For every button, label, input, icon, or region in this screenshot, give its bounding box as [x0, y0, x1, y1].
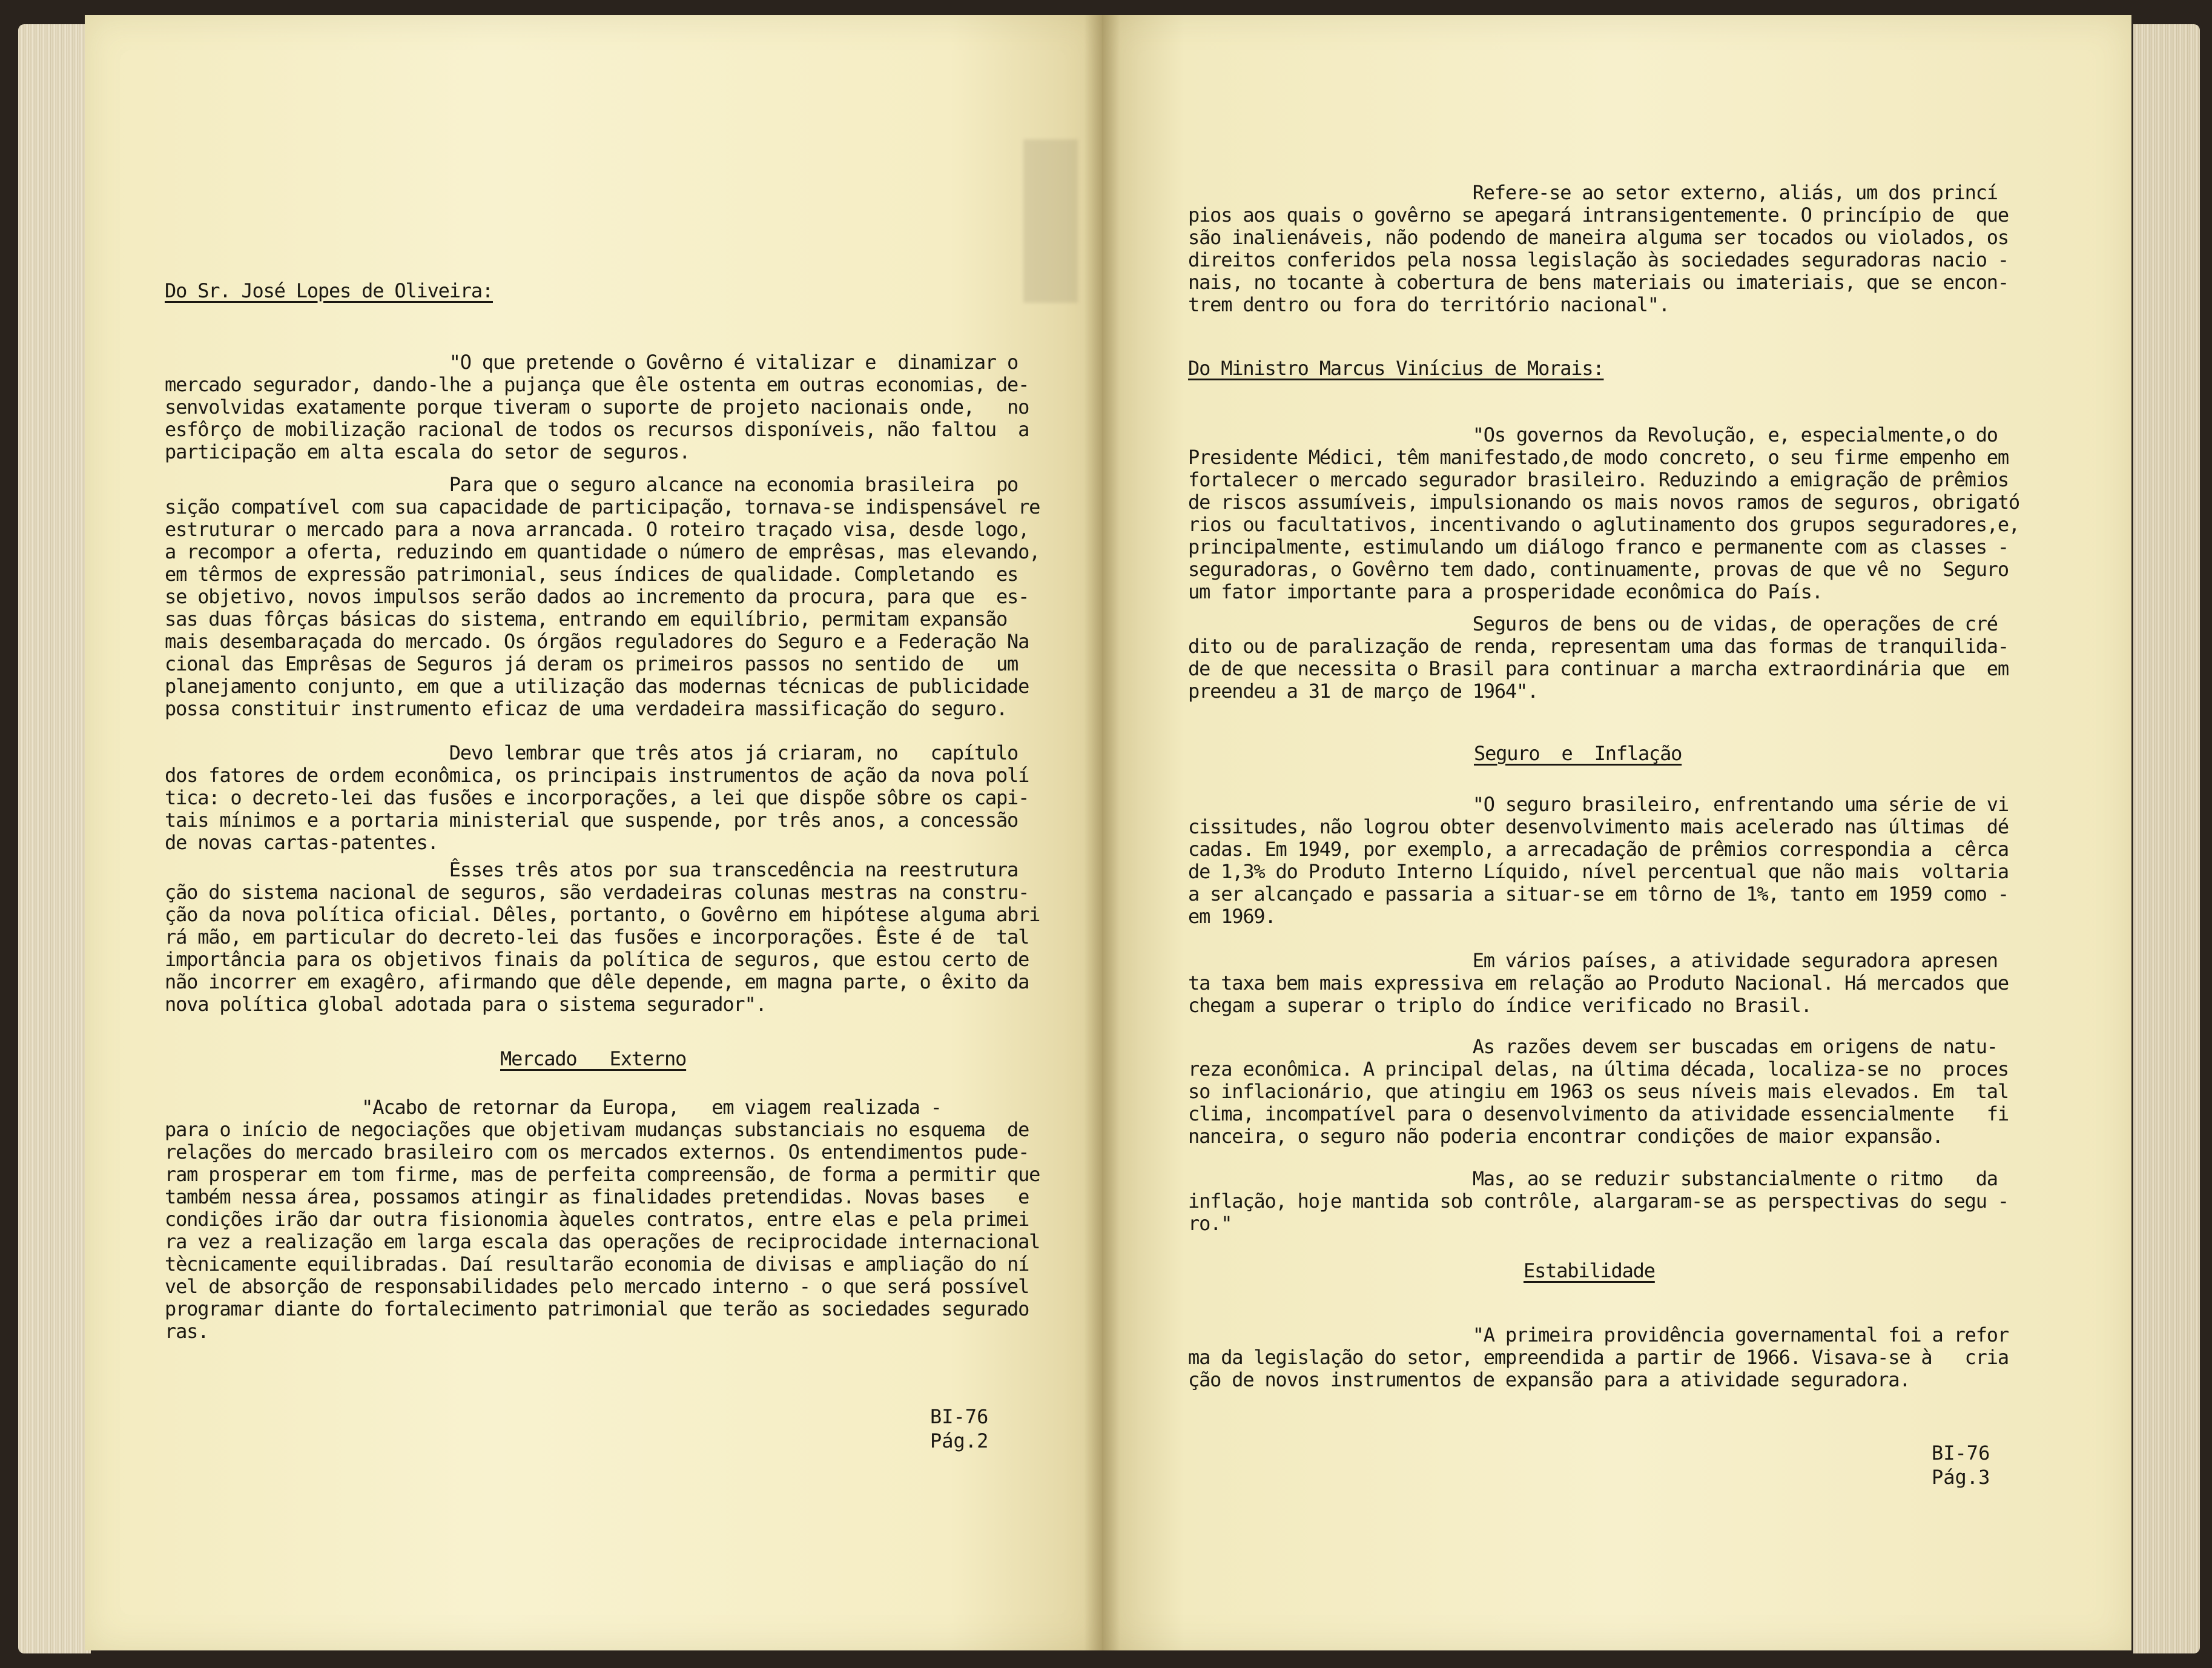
page-edges-right: [2133, 24, 2200, 1653]
right-paragraph-4: "O seguro brasileiro, enfrentando uma série de vi cissitudes, não logrou obter desenvolvimento mais acelerado nas últimas dé cadas. Em 1949, por exemplo, a arrecadação de prêmios correspondia a cêrca de 1,3% do Produto Interno Líquido, nível percentual que não mais voltaria a ser alcançado e passaria a situar-se em tôrno de 1%, tanto em 1959 como - em 1969.: [1188, 793, 2009, 928]
left-paragraph-5: "Acabo de retornar da Europa, em viagem realizada - para o início de negociações que objetivam mudanças substanciais no esquema de relações do mercado brasileiro com os mercados externos. Os entendimentos pude- ram prosperar em tom firme, mas de perfeita compreensão, de forma a permitir que também nessa área, possamos atingir as finalidades pretendidas. Novas bases e condições irão dar outra fisionomia àqueles contratos, entre elas e pela primei ra vez a realização em larga escala das operações de reciprocidade internacional tècnicamente equilibradas. Daí resultarão economia de divisas e ampliação do ní vel de absorção de responsabilidades pelo mercado interno - o que será possível programar diante do fortalecimento patrimonial que terão as sociedades segurado ras.: [165, 1096, 1040, 1343]
page-edges-left: [18, 24, 91, 1653]
right-paragraph-2: "Os governos da Revolução, e, especialmente,o do Presidente Médici, têm manifestado,de modo concreto, o seu firme empenho em fortalecer o mercado segurador brasileiro. Reduzindo a emigração de prêmios de riscos assumíveis, impulsionando os mais novos ramos de seguros, obrigató rios ou facultativos, incentivando o aglutinamento dos grupos seguradores,e, principalmente, estimulando um diálogo franco e permanente com as classes - seguradoras, o Govêrno tem dado, continuamente, provas de que vê no Seguro um fator importante para a prosperidade econômica do País.: [1188, 423, 2019, 603]
left-paragraph-1: "O que pretende o Govêrno é vitalizar e dinamizar o mercado segurador, dando-lhe a pujança que êle ostenta em outras economias, de- senvolvidas exatamente porque tiveram o suporte de projeto nacionais onde, no esfôrço de mobilização racional de todos os recursos disponíveis, não faltou a participação em alta escala do setor de seguros.: [165, 351, 1029, 463]
left-heading-speaker: Do Sr. José Lopes de Oliveira:: [165, 279, 493, 302]
right-paragraph-7: Mas, ao se reduzir substancialmente o ritmo da inflação, hoje mantida sob contrôle, alargaram-se as perspectivas do segu - ro.": [1188, 1167, 2009, 1235]
left-paragraph-3: Devo lembrar que três atos já criaram, no capítulo dos fatores de ordem econômica, os principais instrumentos de ação da nova polí tica: o decreto-lei das fusões e incorporações, a lei que dispõe sôbre os capi- tais mínimos e a portaria ministerial que suspende, por três anos, a concessão de novas cartas-patentes.: [165, 741, 1029, 854]
left-folio-page: Pág.2: [930, 1429, 989, 1452]
left-paragraph-2: Para que o seguro alcance na economia brasileira po sição compatível com sua capacidade de participação, tornava-se indispensável re estruturar o mercado para a nova arrancada. O roteiro traçado visa, desde logo, a recompor a oferta, reduzindo em quantidade o número de emprêsas, mas elevando, em têrmos de expressão patrimonial, seus índices de qualidade. Completando es se objetivo, novos impulsos serão dados ao incremento da procura, para que es- sas duas fôrças básicas do sistema, entrando em equilíbrio, permitam expansão mais desembaraçada do mercado. Os órgãos reguladores do Seguro e a Federação Na cional das Emprêsas de Seguros já deram os primeiros passos no sentido de um planejamento conjunto, em que a utilização das modernas técnicas de publicidade possa constituir instrumento eficaz de uma verdadeira massificação do seguro.: [165, 473, 1040, 720]
right-heading-seguro-inflacao: Seguro e Inflação: [1474, 742, 1682, 765]
right-paragraph-1: Refere-se ao setor externo, aliás, um dos princí pios aos quais o govêrno se apegará intransigentemente. O princípio de que são inalienáveis, não podendo de maneira alguma ser tocados ou violados, os direitos conferidos pela nossa legislação às sociedades seguradoras nacio - nais, no tocante à cobertura de bens materiais ou imateriais, que se encon- trem dentro ou fora do território nacional".: [1188, 181, 2009, 316]
right-heading-estabilidade: Estabilidade: [1524, 1259, 1655, 1282]
left-paragraph-4: Êsses três atos por sua transcedência na reestrutura ção do sistema nacional de seguros, são verdadeiras colunas mestras na constru- ção da nova política oficial. Dêles, portanto, o Govêrno em hipótese alguma abri rá mão, em particular do decreto-lei das fusões e incorporações. Êste é de tal importância para os objetivos finais da política de seguros, que estou certo de não incorrer em exagêro, afirmando que dêle depende, em magna parte, o êxito da nova política global adotada para o sistema segurador".: [165, 858, 1040, 1016]
right-paragraph-6: As razões devem ser buscadas em origens de natu- reza econômica. A principal delas, na última década, localiza-se no proces so inflacionário, que atingiu em 1963 os seus níveis mais elevados. Em tal clima, incompatível para o desenvolvimento da atividade essencialmente fi nanceira, o seguro não poderia encontrar condições de maior expansão.: [1188, 1035, 2009, 1148]
left-heading-mercado-externo: Mercado Externo: [500, 1047, 687, 1070]
book-gutter: [1084, 15, 1120, 1650]
right-paragraph-5: Em vários países, a atividade seguradora apresen ta taxa bem mais expressiva em relação ao Produto Nacional. Há mercados que chegam a superar o triplo do índice verificado no Brasil.: [1188, 949, 2009, 1017]
right-paragraph-8: "A primeira providência governamental foi a refor ma da legislação do setor, empreendida a partir de 1966. Visava-se à cria ção de novos instrumentos de expansão para a atividade seguradora.: [1188, 1323, 2009, 1391]
right-heading-speaker: Do Ministro Marcus Vinícius de Morais:: [1188, 357, 1604, 380]
right-paragraph-3: Seguros de bens ou de vidas, de operações de cré dito ou de paralização de renda, representam uma das formas de tranquilida- de de que necessita o Brasil para continuar a marcha extraordinária que em preendeu a 31 de março de 1964".: [1188, 612, 2009, 703]
right-folio-page: Pág.3: [1932, 1466, 1990, 1489]
show-through-mark: [1023, 139, 1078, 303]
left-folio-code: BI-76: [930, 1405, 989, 1428]
right-folio-code: BI-76: [1932, 1441, 1990, 1464]
